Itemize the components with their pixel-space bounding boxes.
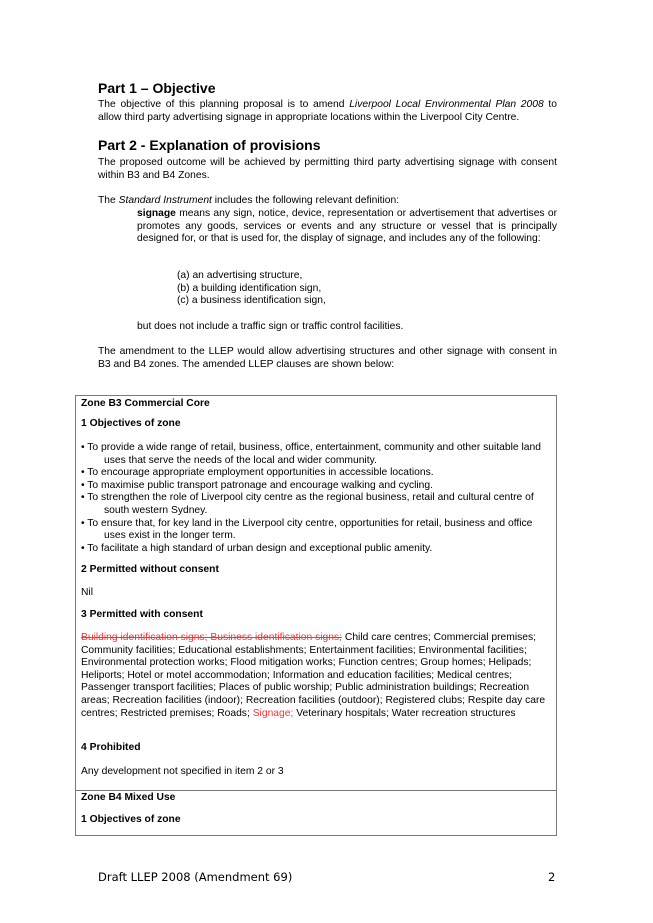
amended-clauses-box xyxy=(75,395,557,836)
deleted-text: Building identification signs; Business identification signs; xyxy=(81,632,343,643)
list-item: (c) a business identification sign, xyxy=(177,295,326,307)
part2-heading: Part 2 - Explanation of provisions xyxy=(98,137,321,153)
page-number: 2 xyxy=(548,870,556,884)
part2-para2: The Standard Instrument includes the following relevant definition: xyxy=(98,195,400,206)
b3-item4-heading: 4 Prohibited xyxy=(81,742,141,753)
b3-objectives-list xyxy=(81,442,551,555)
list-item: • To ensure that, for key land in the Liverpool city centre, opportunities for retail, business and office uses exist in the longer term. xyxy=(81,517,533,542)
b3-item3-text: Building identification signs; Business identification signs; Child care centres; Commercial premises; Community facilities; Educational establishments; Entertainment facilities; Environmental facilities; Environmental protection works; Flood mitigation works; Function centres; Group homes; Helipads; Heliports; Hotel or motel accommodation; Information and education facilities; Medical centres; Passenger transport facilities; Places of public worship; Public administration buildings; Recreation areas; Recreation facilities (indoor); Recreation facilities (outdoor); Registered clubs; Respite day care centres; Restricted premises; Roads; Signage; Veterinary hospitals; Water recreation structures xyxy=(81,632,546,719)
zone-b4-title: Zone B4 Mixed Use xyxy=(81,792,176,803)
part2-para3: The amendment to the LLEP would allow advertising structures and other signage with consent in B3 and B4 zones. The amended LLEP clauses are shown below: xyxy=(98,346,557,370)
list-item: • To strengthen the role of Liverpool city centre as the regional business, retail and cultural centre of south western Sydney. xyxy=(81,492,534,516)
zone-divider xyxy=(76,790,556,791)
zone-b3-title: Zone B3 Commercial Core xyxy=(81,398,210,409)
definition-term: signage xyxy=(137,208,176,219)
b4-objectives-heading: 1 Objectives of zone xyxy=(81,814,181,825)
b3-item2-heading: 2 Permitted without consent xyxy=(81,564,219,575)
b3-item4-text: Any development not specified in item 2 or 3 xyxy=(81,766,284,777)
list-item: • To provide a wide range of retail, business, office, entertainment, community and other suitable land uses that serve the needs of the local and wider community. xyxy=(81,442,541,466)
inserted-text: Signage; xyxy=(252,707,294,719)
part1-heading: Part 1 – Objective xyxy=(98,80,216,96)
list-item: (a) an advertising structure, xyxy=(177,270,303,281)
list-item: • To maximise public transport patronage and encourage walking and cycling. xyxy=(81,479,433,491)
signage-definition: signage means any sign, notice, device, representation or advertisement that advertises or promotes any goods, services or events and any structure or vessel that is principally designed for, or that is used for, the display of signage, and includes any of the following: xyxy=(137,208,557,245)
part1-text: The objective of this planning proposal is to amend Liverpool Local Environmental Plan 2008 to allow third party advertising signage in appropriate locations within the Liverpool City Centre. xyxy=(98,99,557,123)
b3-item2-text: Nil xyxy=(81,587,94,598)
footer-title: Draft LLEP 2008 (Amendment 69) xyxy=(98,870,293,884)
part2-para1: The proposed outcome will be achieved by permitting third party advertising signage with consent within B3 and B4 Zones. xyxy=(98,157,557,181)
list-item: • To facilitate a high standard of urban design and exceptional public amenity. xyxy=(81,542,433,554)
b3-item3-heading: 3 Permitted with consent xyxy=(81,609,203,620)
plan-title: Liverpool Local Environmental Plan 2008 xyxy=(349,99,544,110)
b3-objectives-heading: 1 Objectives of zone xyxy=(81,418,181,429)
definition-tail: but does not include a traffic sign or traffic control facilities. xyxy=(137,321,404,332)
definition-items xyxy=(177,270,326,308)
standard-instrument: Standard Instrument xyxy=(118,195,212,206)
list-item: • To encourage appropriate employment opportunities in accessible locations. xyxy=(81,467,434,479)
list-item: (b) a building identification sign, xyxy=(177,282,322,294)
